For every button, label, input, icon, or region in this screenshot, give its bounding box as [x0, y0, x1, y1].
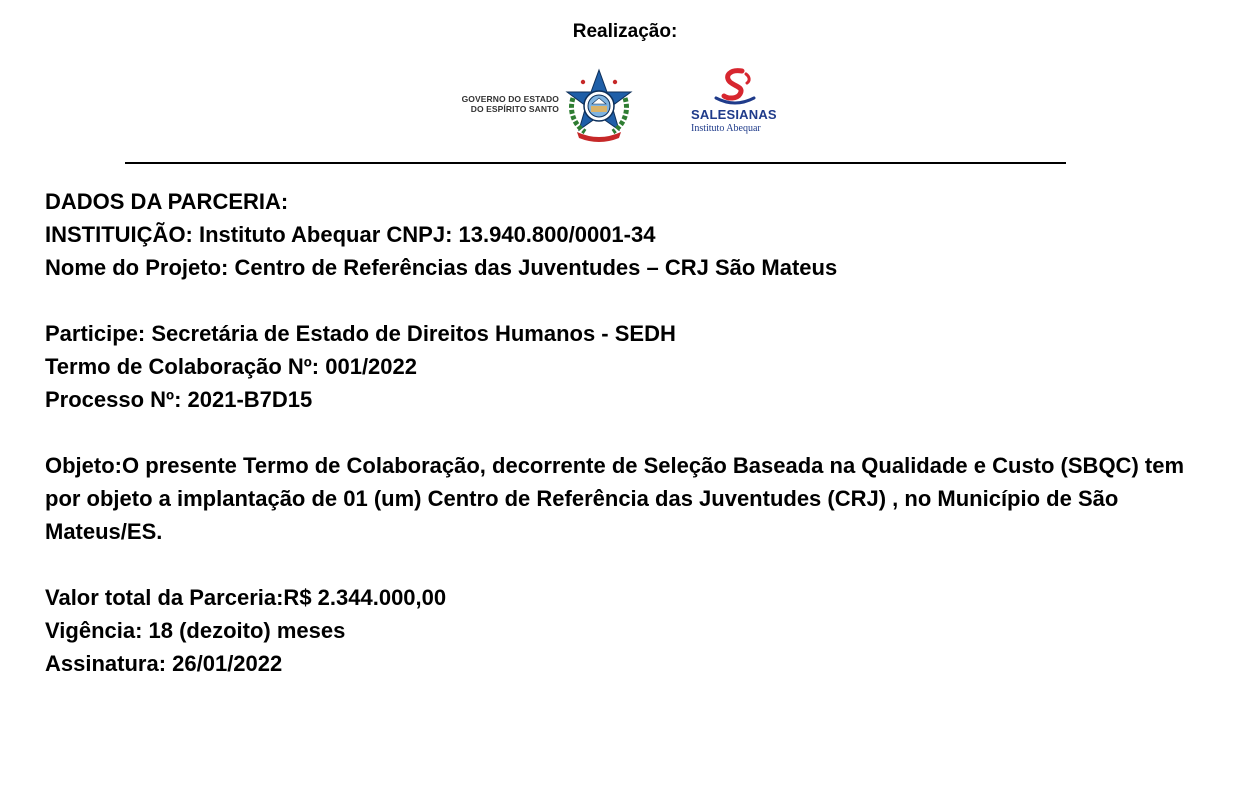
header-divider — [125, 162, 1066, 164]
spacer — [45, 284, 1215, 317]
spacer — [45, 416, 1215, 449]
participant-line: Participe: Secretária de Estado de Direitos Humanos - SEDH — [45, 321, 676, 346]
spacer — [45, 548, 1215, 581]
salesianas-s-logo-icon — [710, 68, 760, 108]
total-value-line: Valor total da Parceria:R$ 2.344.000,00 — [45, 585, 447, 610]
government-name-line1: GOVERNO DO ESTADO — [461, 94, 559, 104]
state-coat-of-arms-icon — [563, 68, 635, 142]
process-line: Processo Nº: 2021-B7D15 — [45, 387, 313, 412]
partnership-details — [45, 185, 1215, 680]
term-line: Termo de Colaboração Nº: 001/2022 — [45, 354, 417, 379]
project-name-line: Nome do Projeto: Centro de Referências das Juventudes – CRJ São Mateus — [45, 255, 838, 280]
realizacao-label: Realização: — [572, 21, 678, 42]
validity-line: Vigência: 18 (dezoito) meses — [45, 618, 346, 643]
institution-line: INSTITUIÇÃO: Instituto Abequar CNPJ: 13.940.800/0001-34 — [45, 222, 656, 247]
government-name — [455, 94, 559, 114]
partnership-heading: DADOS DA PARCERIA: — [45, 189, 289, 214]
salesianas-subtitle: Instituto Abequar — [691, 123, 761, 134]
signature-date-line: Assinatura: 26/01/2022 — [45, 651, 283, 676]
salesianas-logo — [691, 68, 781, 138]
object-paragraph: Objeto:O presente Termo de Colaboração, decorrente de Seleção Baseada na Qualidade e Custo (SBQC) tem por objeto a implantação de 01 (um) Centro de Referência das Juventudes (CRJ) , no Município de São Mateus/ES. — [45, 453, 1185, 544]
salesianas-name: SALESIANAS — [691, 107, 777, 122]
sponsor-logos — [455, 66, 795, 144]
government-name-line2: DO ESPÍRITO SANTO — [470, 104, 559, 114]
